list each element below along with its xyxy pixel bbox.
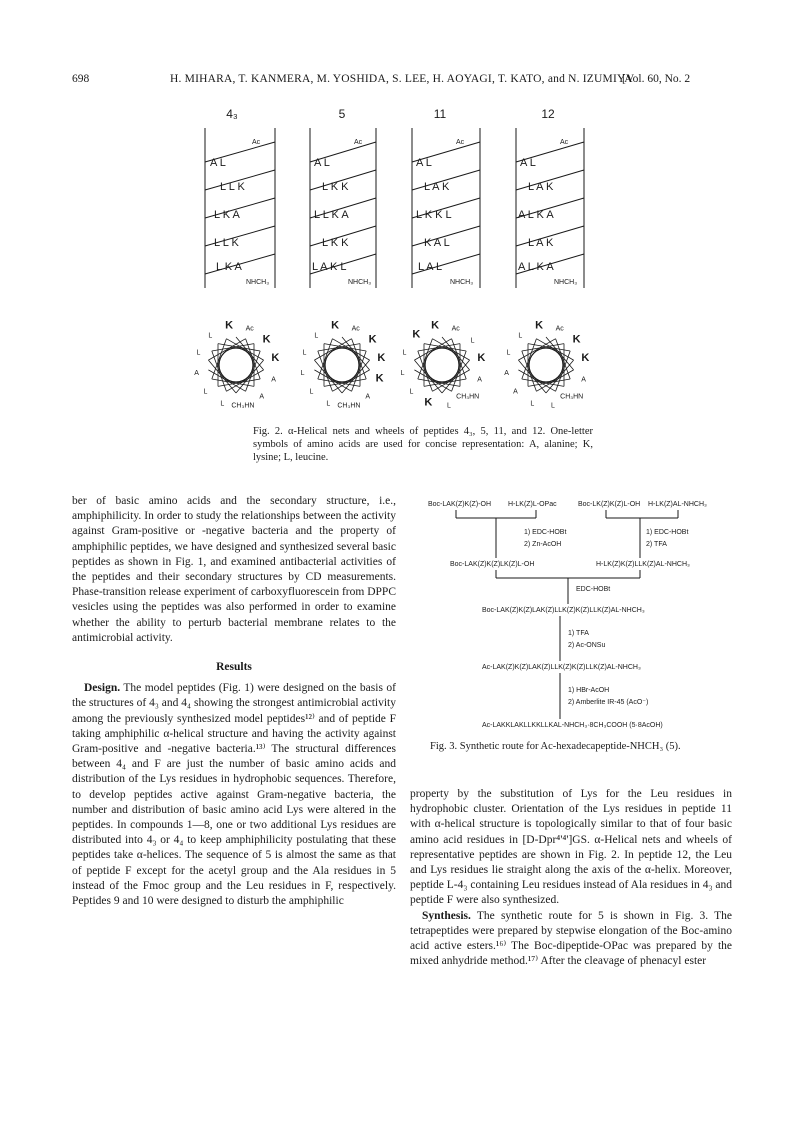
net4-row5: A L K A bbox=[518, 261, 554, 273]
net-title-5: 5 bbox=[338, 107, 346, 121]
fig3-intermediate-2: H-LK(Z)K(Z)LLK(Z)AL-NHCH₃ bbox=[596, 561, 690, 568]
wheel-residue-label: A bbox=[513, 388, 518, 396]
right-column bbox=[410, 787, 732, 969]
wheel-residue-label: A bbox=[194, 369, 199, 377]
net3-top: Ac bbox=[456, 139, 465, 146]
wheel-residue-label: L bbox=[446, 402, 451, 410]
design-runin: Design. bbox=[84, 682, 121, 695]
wheel-residue-label: L bbox=[550, 402, 555, 410]
wheel-residue-label: K bbox=[331, 319, 340, 332]
figure-2-caption-text: α-Helical nets and wheels of peptides 4₃, 5, 11, and 12. One-letter symbols of amino acids are used for concise representation: A, alanine; K, lysine; L, leucine. bbox=[253, 426, 593, 463]
wheel-residue-label: L bbox=[506, 349, 511, 357]
net4-row3: A L K A bbox=[518, 209, 554, 221]
wheel-residue-label: L bbox=[326, 400, 331, 408]
wheel-residue-label: A bbox=[477, 376, 482, 384]
net3-row5: L A L bbox=[418, 261, 443, 273]
wheel-residue-label: A bbox=[365, 393, 371, 401]
wheel-inner-circle bbox=[425, 348, 459, 382]
wheel-residue-label: L bbox=[400, 369, 405, 377]
wheel-residue-label: Ac bbox=[451, 325, 460, 333]
wheel-inner-circle bbox=[325, 348, 359, 382]
running-header bbox=[0, 73, 793, 91]
wheel-residue-label: K bbox=[225, 319, 234, 332]
header-volume: [Vol. 60, No. 2 bbox=[622, 73, 691, 85]
wheel-residue-label: CH₃HN bbox=[231, 402, 255, 410]
wheel-residue-label: CH₃HN bbox=[560, 393, 584, 401]
wheel-residue-label: K bbox=[375, 372, 384, 385]
wheel-residue-label: A bbox=[259, 393, 265, 401]
figure-2-caption-lead: Fig. 2. bbox=[253, 426, 283, 437]
net2-row2: L K K bbox=[322, 181, 349, 193]
figure-2-caption bbox=[253, 425, 593, 464]
wheel-residue-label: K bbox=[477, 352, 486, 365]
net2-row1: A L bbox=[314, 157, 330, 169]
net2-row5: L A K L bbox=[312, 261, 347, 273]
wheel-residue-label: A bbox=[271, 376, 276, 384]
net3-bottom: NHCH₃ bbox=[450, 279, 474, 286]
figure-3 bbox=[420, 494, 730, 739]
fig3-step-d1: 1) TFA bbox=[568, 630, 589, 637]
helical-wheel-4 bbox=[504, 320, 589, 410]
synthesis-text: The synthetic route for 5 is shown in Fig. 3. The tetrapeptides were prepared by stepwise elongation of the Boc-amino acid active esters.¹⁶⁾ The Boc-dipeptide-OPac was prepared by the mixed anhydride method.¹⁷⁾ After the cleavage of phenacyl ester bbox=[410, 909, 733, 968]
wheel-residue-label: Ac bbox=[555, 325, 564, 333]
wheel-residue-label: K bbox=[572, 333, 581, 346]
figure-2-graphic bbox=[180, 100, 640, 430]
wheel-residue-label: CH₃HN bbox=[337, 402, 361, 410]
figure-2 bbox=[180, 100, 640, 430]
wheel-chord bbox=[314, 339, 351, 360]
fig3-step-d2: 2) Ac-ONSu bbox=[568, 642, 606, 649]
wheel-residue-label: A bbox=[504, 369, 509, 377]
wheel-inner-circle bbox=[529, 348, 563, 382]
section-heading-results: Results bbox=[216, 661, 252, 674]
net2-bottom: NHCH₃ bbox=[348, 279, 372, 286]
synthesis-runin: Synthesis. bbox=[422, 909, 471, 922]
left-column bbox=[72, 494, 396, 909]
wheel-residue-label: L bbox=[309, 388, 314, 396]
wheel-residue-label: L bbox=[402, 349, 407, 357]
helical-wheels bbox=[194, 320, 589, 410]
net1-top: Ac bbox=[252, 139, 261, 146]
wheel-residue-label: K bbox=[412, 328, 421, 341]
net4-top: Ac bbox=[560, 139, 569, 146]
wheel-residue-label: K bbox=[431, 319, 440, 332]
wheel-residue-label: K bbox=[581, 352, 590, 365]
left-paragraph-1: ber of basic amino acids and the secondary structure, i.e., amphiphilicity. In order to study the relationships between the activity against Gram-positive or -negative bacteria and the property of amphiphilic peptides, we have designed and synthesized several basic peptides as shown in Fig. 1, and examined antibacterial activities of the peptides and their secondary structures by CD measurements. Phase-transition release experiment of carboxyfluorescein from DPPC vesicles using the peptides was also performed in order to examine whether the ability to perturb bacterial membrane relates to the antimicrobial activity. bbox=[72, 495, 396, 644]
wheel-residue-label: K bbox=[535, 319, 544, 332]
wheel-residue-label: L bbox=[220, 400, 225, 408]
wheel-inner-circle bbox=[219, 348, 253, 382]
design-text: The model peptides (Fig. 1) were designed on the basis of the structures of 4₃ and 4₄ showing the strongest antimicrobial activity among the previously synthesized model peptides¹²⁾ and of peptide F taking amphiphilic α-helical structure and having the activity against Gram-positive and -negative bacteria.¹³⁾ The structural differences between 4₄ and F are just the number of basic amino acids and distribution of the Lys residues in hydrophobic sequences. Therefore, to develop peptides active against Gram-negative bacteria, the number and distribution of basic amino acid Lys were altered in the peptides. In compounds 1—8, one or two additional Lys residues are distributed into 4₃ or 4₄ to keep amphiphilicity postulating that these peptides take α-helices. The sequence of 5 is almost the same as that of peptide F except for the acetyl group and the Ala residues in 5 instead of the Fmoc group and the Leu residues in F, respectively. Peptides 9 and 10 were designed to disturb the amphiphilic bbox=[72, 682, 396, 908]
wheel-residue-label: A bbox=[581, 376, 586, 384]
fig3-start3: Boc-LK(Z)K(Z)L-OH bbox=[578, 501, 641, 508]
fig3-route-lines bbox=[456, 510, 678, 719]
fig3-step-a1: 1) EDC-HOBt bbox=[524, 529, 567, 536]
fig3-step-c: EDC-HOBt bbox=[576, 586, 611, 593]
wheel-residue-label: CH₃HN bbox=[456, 393, 480, 401]
fig3-step-e1: 1) HBr-AcOH bbox=[568, 687, 610, 694]
wheel-residue-label: Ac bbox=[351, 325, 360, 333]
figure-3-graphic bbox=[420, 494, 730, 739]
net4-bottom: NHCH₃ bbox=[554, 279, 578, 286]
wheel-chord bbox=[208, 370, 245, 391]
net-title-11: 11 bbox=[433, 107, 447, 121]
wheel-residue-label: L bbox=[409, 388, 414, 396]
net4-row4: L A K bbox=[528, 237, 554, 249]
net1-row2: L L K bbox=[220, 181, 245, 193]
wheel-residue-label: K bbox=[368, 333, 377, 346]
wheel-chord bbox=[208, 339, 245, 360]
fig3-product: Ac-LAKKLAKLLKKLLKAL-NHCH₃·8CH₃COOH (5·8AcOH) bbox=[482, 722, 663, 729]
fig3-start4: H-LK(Z)AL-NHCH₃ bbox=[648, 501, 707, 508]
wheel-residue-label: L bbox=[470, 337, 475, 345]
wheel-residue-label: L bbox=[196, 349, 201, 357]
wheel-residue-label: L bbox=[208, 332, 213, 340]
net1-bottom: NHCH₃ bbox=[246, 279, 270, 286]
wheel-residue-label: K bbox=[271, 352, 280, 365]
fig3-step-b1: 1) EDC-HOBt bbox=[646, 529, 689, 536]
net-title-4-3: 4₃ bbox=[226, 107, 238, 121]
helical-wheel-1 bbox=[194, 320, 279, 410]
net1-row4: L L K bbox=[214, 237, 239, 249]
wheel-chord bbox=[414, 339, 451, 360]
net3-row4: K A L bbox=[424, 237, 450, 249]
fig3-step-a2: 2) Zn-AcOH bbox=[524, 541, 562, 548]
wheel-chord bbox=[314, 370, 351, 391]
synthesis-paragraph bbox=[410, 909, 732, 970]
wheel-residue-label: L bbox=[518, 332, 523, 340]
net1-row1: A L bbox=[210, 157, 226, 169]
wheel-residue-label: L bbox=[302, 349, 307, 357]
wheel-residue-label: K bbox=[377, 352, 386, 365]
net2-top: Ac bbox=[354, 139, 363, 146]
fig3-step-e2: 2) Amberlite IR-45 (AcO⁻) bbox=[568, 699, 649, 706]
header-authors: H. MIHARA, T. KANMERA, M. YOSHIDA, S. LEE, H. AOYAGI, T. KATO, and N. IZUMIYA bbox=[170, 73, 633, 85]
page-number: 698 bbox=[72, 73, 90, 85]
fig3-start1: Boc-LAK(Z)K(Z)-OH bbox=[428, 501, 491, 508]
helical-wheel-3 bbox=[401, 320, 486, 410]
fig3-step-b2: 2) TFA bbox=[646, 541, 667, 548]
wheel-chord bbox=[518, 339, 555, 360]
fig3-intermediate-1: Boc-LAK(Z)K(Z)LK(Z)L-OH bbox=[450, 561, 535, 568]
wheel-residue-label: L bbox=[530, 400, 535, 408]
net3-row1: A L bbox=[416, 157, 432, 169]
wheel-residue-label: K bbox=[424, 396, 433, 409]
net-title-12: 12 bbox=[541, 107, 555, 121]
fig3-intermediate-4: Ac-LAK(Z)K(Z)LAK(Z)LLK(Z)K(Z)LLK(Z)AL-NHCH₃ bbox=[482, 664, 641, 671]
net2-row4: L K K bbox=[322, 237, 349, 249]
helical-wheel-2 bbox=[301, 320, 386, 410]
wheel-residue-label: Ac bbox=[245, 325, 254, 333]
net4-row1: A L bbox=[520, 157, 536, 169]
net4-row2: L A K bbox=[528, 181, 554, 193]
wheel-chord bbox=[414, 370, 451, 391]
figure-3-caption: Fig. 3. Synthetic route for Ac-hexadecapeptide-NHCH₃ (5). bbox=[430, 741, 681, 752]
net1-row5: L K A bbox=[216, 261, 242, 273]
net3-row3: L K K L bbox=[416, 209, 452, 221]
right-paragraph-1: property by the substitution of Lys for the Leu residues in hydrophobic cluster. Orientation of the Lys residues in peptide 11 with α-helical structure is topologically similar to that of four basic amino acid residues in [D-Dpr⁴'⁴']GS. α-Helical nets and wheels of representative peptides are shown in Fig. 2. In peptide 12, the Leu and Lys residues lie straight along the axis of the α-helix. Moreover, peptide L-4₃ containing Leu residues instead of Ala residues in 4₃ and peptide F were also synthesized. bbox=[410, 788, 732, 907]
fig3-start2: H-LK(Z)L-OPac bbox=[508, 501, 557, 508]
wheel-residue-label: L bbox=[203, 388, 208, 396]
wheel-residue-label: K bbox=[262, 333, 271, 346]
net1-row3: L K A bbox=[214, 209, 240, 221]
net2-row3: L L K A bbox=[314, 209, 349, 221]
design-paragraph bbox=[72, 681, 396, 909]
net3-row2: L A K bbox=[424, 181, 450, 193]
wheel-chord bbox=[518, 370, 555, 391]
fig3-intermediate-3: Boc-LAK(Z)K(Z)LAK(Z)LLK(Z)K(Z)LLK(Z)AL-NHCH₃ bbox=[482, 607, 645, 614]
wheel-residue-label: L bbox=[300, 369, 305, 377]
wheel-residue-label: L bbox=[314, 332, 319, 340]
